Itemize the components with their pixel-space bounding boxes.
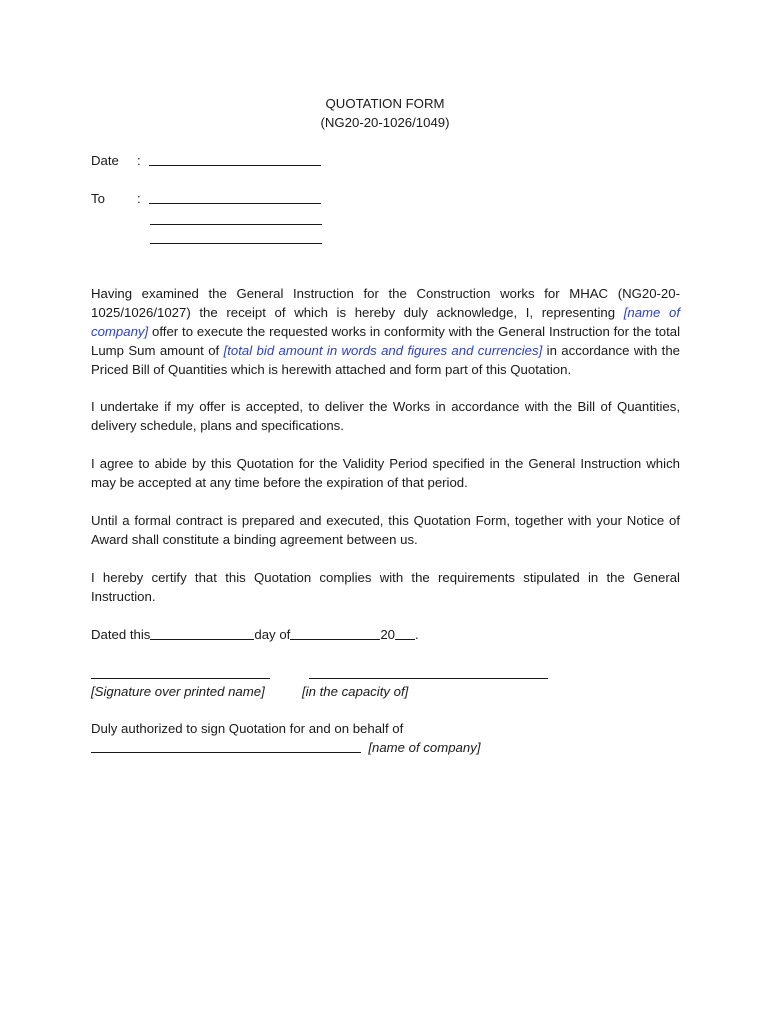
to-field-line-1[interactable] [149,189,321,204]
dated-suffix: . [415,627,419,642]
company-placeholder[interactable]: [name of company] [91,305,680,339]
dated-prefix: Dated this [91,627,151,642]
capacity-line[interactable] [309,677,548,679]
date-colon: : [137,153,141,168]
signature-line[interactable] [91,677,270,679]
to-field-line-2[interactable] [150,223,322,225]
to-colon: : [137,191,141,206]
form-reference: (NG20-20-1026/1049) [320,115,450,130]
paragraph-offer [91,284,680,379]
form-header [0,94,770,132]
date-row [91,151,321,170]
form-title: QUOTATION FORM [325,96,445,111]
date-field[interactable] [149,151,321,166]
paragraph-certify: I hereby certify that this Quotation complies with the requirements stipulated in the General Instruction. [91,570,680,604]
signature-label: [Signature over printed name] [91,684,265,699]
offer-text-3: in accordance with the Priced Bill of Quantities which is herewith attached and form part of this Quotation. [91,343,680,377]
paragraph-validity: I agree to abide by this Quotation for the Validity Period specified in the General Instruction which may be accepted at any time before the expiration of that period. [91,456,680,490]
day-field[interactable] [150,625,254,640]
authorized-text: Duly authorized to sign Quotation for and on behalf of [91,721,404,736]
offer-text-2: offer to execute the requested works in conformity with the General Instruction for the total Lump Sum amount of [91,324,680,358]
company-label: [name of company] [368,740,481,755]
company-row [91,738,480,757]
to-row [91,189,321,208]
day-of-text: day of [254,627,291,642]
company-field[interactable] [91,738,361,753]
paragraph-contract: Until a formal contract is prepared and executed, this Quotation Form, together with your Notice of Award shall constitute a binding agreement between us. [91,513,680,547]
month-field[interactable] [290,625,380,640]
bid-amount-placeholder[interactable]: [total bid amount in words and figures and currencies] [223,343,543,358]
capacity-label: [in the capacity of] [302,684,409,699]
year-prefix: 20 [380,627,395,642]
offer-text-1: Having examined the General Instruction for the Construction works for MHAC (NG20-20-1025/1026/1027) the receipt of which is hereby duly acknowledge, I, representing [91,286,680,320]
paragraph-undertake: I undertake if my offer is accepted, to deliver the Works in accordance with the Bill of Quantities, delivery schedule, plans and specifications. [91,399,680,433]
to-label: To [91,191,105,206]
year-field[interactable] [395,625,415,640]
to-field-line-3[interactable] [150,242,322,244]
date-label: Date [91,153,119,168]
dated-row [91,625,419,644]
